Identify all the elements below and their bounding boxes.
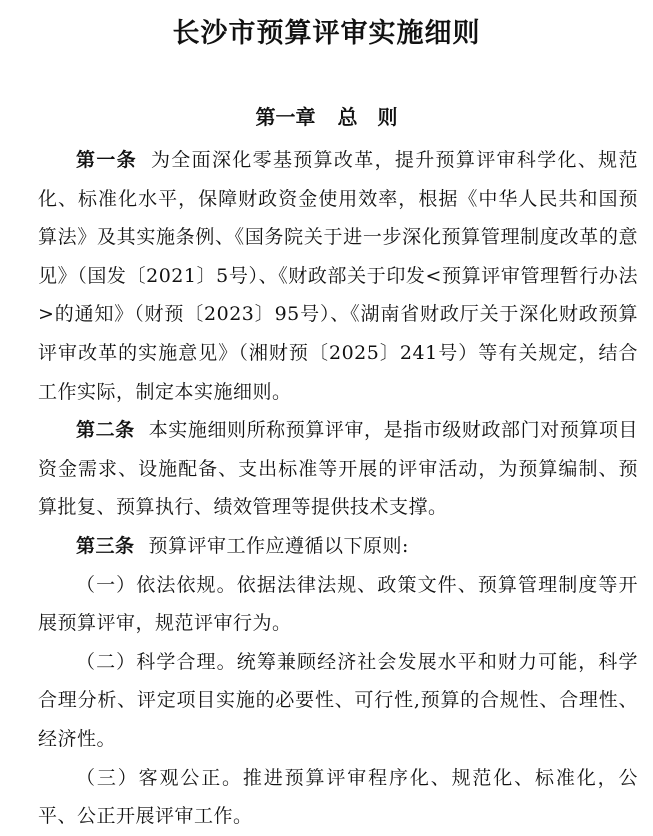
article-text: 预算评审工作应遵循以下原则: (148, 534, 409, 557)
article-label: 第三条 (76, 534, 135, 557)
article-label: 第一条 (76, 149, 137, 171)
chapter-number: 第一章 (255, 105, 316, 129)
document-body (38, 141, 638, 836)
article-3 (38, 527, 638, 566)
article-text: 本实施细则所称预算评审，是指市级财政部门对预算项目资金需求、设施配备、支出标准等开展的评审活动，为预算编制、预算批复、预算执行、绩效管理等提供技术支撑。 (38, 419, 638, 519)
article-2 (38, 411, 638, 527)
principle-1: （一）依法依规。依据法律法规、政策文件、预算管理制度等开展预算评审，规范评审行为。 (38, 573, 638, 635)
principle-2: （二）科学合理。统筹兼顾经济社会发展水平和财力可能，科学合理分析、评定项目实施的必要性、可行性,预算的合规性、合理性、经济性。 (38, 650, 638, 750)
article-label: 第二条 (76, 419, 135, 442)
principle-3: （三）客观公正。推进预算评审程序化、规范化、标准化，公平、公正开展评审工作。 (38, 766, 638, 828)
chapter-name: 总 则 (337, 105, 398, 129)
article-text: 为全面深化零基预算改革，提升预算评审科学化、规范化、标准化水平，保障财政资金使用效率，根据《中华人民共和国预算法》及其实施条例、《国务院关于进一步深化预算管理制度改革的意见》（国发〔2021〕5号）、《财政部关于印发<预算评审管理暂行办法>的通知》（财预〔2023〕95号）、《湖南省财政厅关于深化财政预算评审改革的实施意见》（湘财预〔2025〕241号）等有关规定，结合工作实际，制定本实施细则。 (38, 149, 638, 403)
chapter-heading (0, 102, 653, 132)
document-title: 长沙市预算评审实施细则 (172, 18, 481, 49)
article-1 (38, 141, 638, 411)
